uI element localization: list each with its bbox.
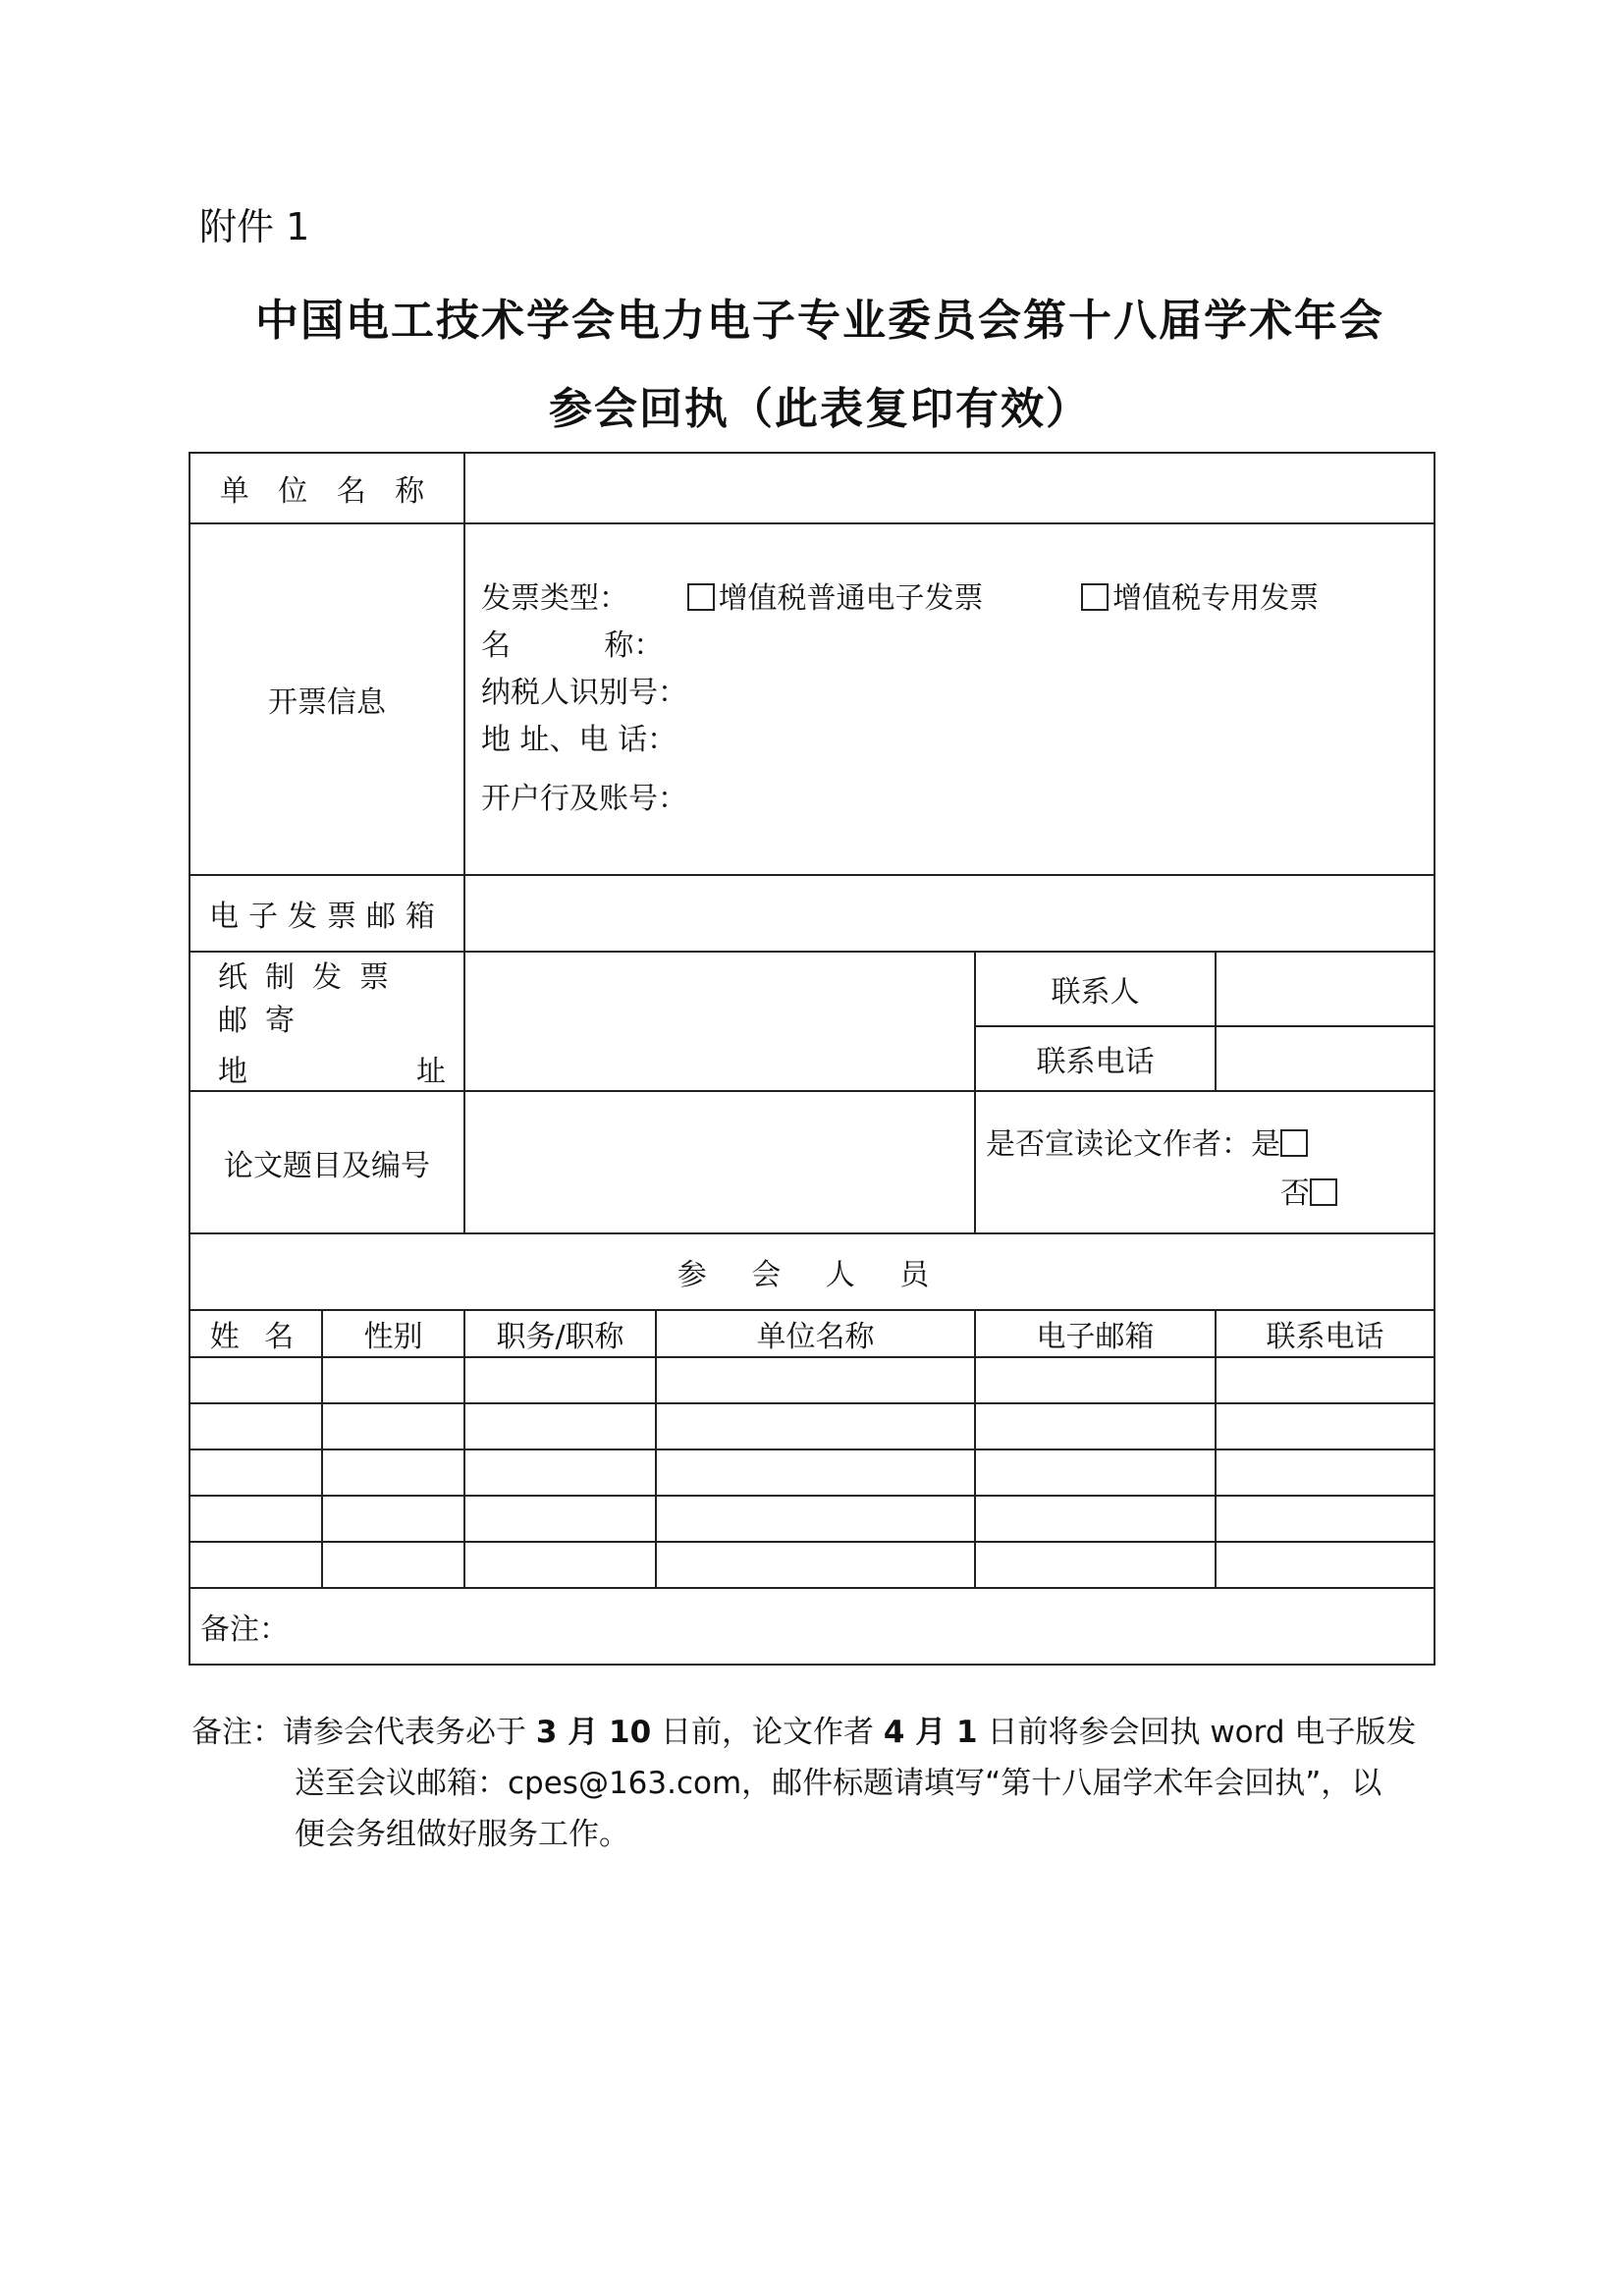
remarks-label: 备注： — [200, 1613, 289, 1647]
footnote-date1: 3 月 10 — [535, 1715, 652, 1750]
cell[interactable] — [322, 1403, 464, 1449]
cell[interactable] — [1216, 1357, 1435, 1403]
paper-invoice-address-field[interactable] — [464, 952, 975, 1091]
cell[interactable] — [656, 1542, 975, 1588]
cell[interactable] — [975, 1542, 1216, 1588]
cell[interactable] — [189, 1542, 322, 1588]
cell[interactable] — [975, 1357, 1216, 1403]
footnote-mid1: 日前，论文作者 — [661, 1715, 875, 1750]
cell[interactable] — [1216, 1542, 1435, 1588]
cell[interactable] — [1216, 1403, 1435, 1449]
cell[interactable] — [189, 1403, 322, 1449]
table-row — [189, 1403, 1435, 1449]
e-invoice-email-label: 电子发票邮箱 — [189, 875, 464, 952]
cell[interactable] — [322, 1496, 464, 1542]
cell[interactable] — [189, 1449, 322, 1496]
col-phone: 联系电话 — [1216, 1310, 1435, 1357]
cell[interactable] — [464, 1449, 656, 1496]
footnote-line2: 送至会议邮箱：cpes@163.com，邮件标题请填写“第十八届学术年会回执”，以 — [295, 1766, 1382, 1801]
contact-person-label: 联系人 — [975, 952, 1216, 1026]
footnote — [191, 1707, 1429, 1860]
checkbox-special-invoice[interactable] — [1081, 583, 1109, 611]
presenter-no-label: 否 — [1280, 1176, 1311, 1211]
cell[interactable] — [656, 1496, 975, 1542]
cell[interactable] — [464, 1496, 656, 1542]
cell[interactable] — [322, 1542, 464, 1588]
footnote-line3: 便会务组做好服务工作。 — [295, 1817, 629, 1852]
e-invoice-email-field[interactable] — [464, 875, 1435, 952]
paper-invoice-label-a: 地 — [218, 1055, 247, 1089]
org-name-field[interactable] — [464, 453, 1435, 523]
cell[interactable] — [189, 1496, 322, 1542]
cell[interactable] — [1216, 1449, 1435, 1496]
invoice-option-normal: 增值税普通电子发票 — [718, 581, 984, 616]
table-row — [189, 1449, 1435, 1496]
cell[interactable] — [975, 1496, 1216, 1542]
invoice-name-label: 名 称： — [481, 629, 664, 663]
cell[interactable] — [464, 1542, 656, 1588]
attachment-label: 附件 1 — [199, 205, 310, 248]
col-position: 职务/职称 — [464, 1310, 656, 1357]
col-name: 姓 名 — [189, 1310, 322, 1357]
cell[interactable] — [656, 1357, 975, 1403]
presenter-cell — [975, 1091, 1435, 1233]
checkbox-presenter-yes[interactable] — [1280, 1129, 1308, 1157]
cell[interactable] — [464, 1403, 656, 1449]
footnote-mid2: 日前将参会回执 word 电子版发 — [987, 1715, 1417, 1750]
paper-title-label: 论文题目及编号 — [189, 1091, 464, 1233]
checkbox-presenter-no[interactable] — [1310, 1178, 1337, 1206]
invoice-type-label: 发票类型： — [481, 581, 629, 616]
invoice-info-cell — [464, 523, 1435, 875]
invoice-option-special: 增值税专用发票 — [1112, 581, 1320, 616]
invoice-bank-label: 开户行及账号： — [481, 782, 688, 816]
cell[interactable] — [189, 1357, 322, 1403]
cell[interactable] — [1216, 1496, 1435, 1542]
footnote-date2: 4 月 1 — [883, 1715, 978, 1750]
remarks-cell[interactable] — [189, 1588, 1435, 1665]
document-subtitle: 参会回执（此表复印有效） — [549, 384, 1091, 434]
cell[interactable] — [656, 1403, 975, 1449]
presenter-yes-label: 是 — [1251, 1127, 1281, 1162]
contact-person-field[interactable] — [1216, 952, 1435, 1026]
table-row — [189, 1357, 1435, 1403]
footnote-prefix: 备注：请参会代表务必于 — [191, 1715, 526, 1750]
paper-invoice-label — [189, 952, 464, 1091]
registration-form — [189, 452, 1435, 1666]
invoice-address-label: 地 址、电 话： — [481, 723, 677, 757]
invoice-info-label: 开票信息 — [189, 523, 464, 875]
table-row — [189, 1542, 1435, 1588]
contact-phone-field[interactable] — [1216, 1026, 1435, 1091]
paper-invoice-label-line1: 纸制发票邮寄 — [218, 960, 406, 1038]
col-gender: 性别 — [322, 1310, 464, 1357]
presenter-question: 是否宣读论文作者： — [986, 1127, 1252, 1162]
paper-invoice-label-b: 址 — [416, 1055, 447, 1089]
paper-title-field[interactable] — [464, 1091, 975, 1233]
org-name-label: 单 位 名 称 — [189, 453, 464, 523]
attendees-header: 参 会 人 员 — [189, 1233, 1435, 1310]
cell[interactable] — [322, 1449, 464, 1496]
cell[interactable] — [656, 1449, 975, 1496]
cell[interactable] — [975, 1403, 1216, 1449]
cell[interactable] — [464, 1357, 656, 1403]
col-organization: 单位名称 — [656, 1310, 975, 1357]
contact-phone-label: 联系电话 — [975, 1026, 1216, 1091]
table-row — [189, 1496, 1435, 1542]
checkbox-normal-invoice[interactable] — [687, 583, 715, 611]
col-email: 电子邮箱 — [975, 1310, 1216, 1357]
invoice-taxid-label: 纳税人识别号： — [481, 676, 688, 710]
cell[interactable] — [975, 1449, 1216, 1496]
cell[interactable] — [322, 1357, 464, 1403]
document-title: 中国电工技术学会电力电子专业委员会第十八届学术年会 — [255, 296, 1384, 346]
